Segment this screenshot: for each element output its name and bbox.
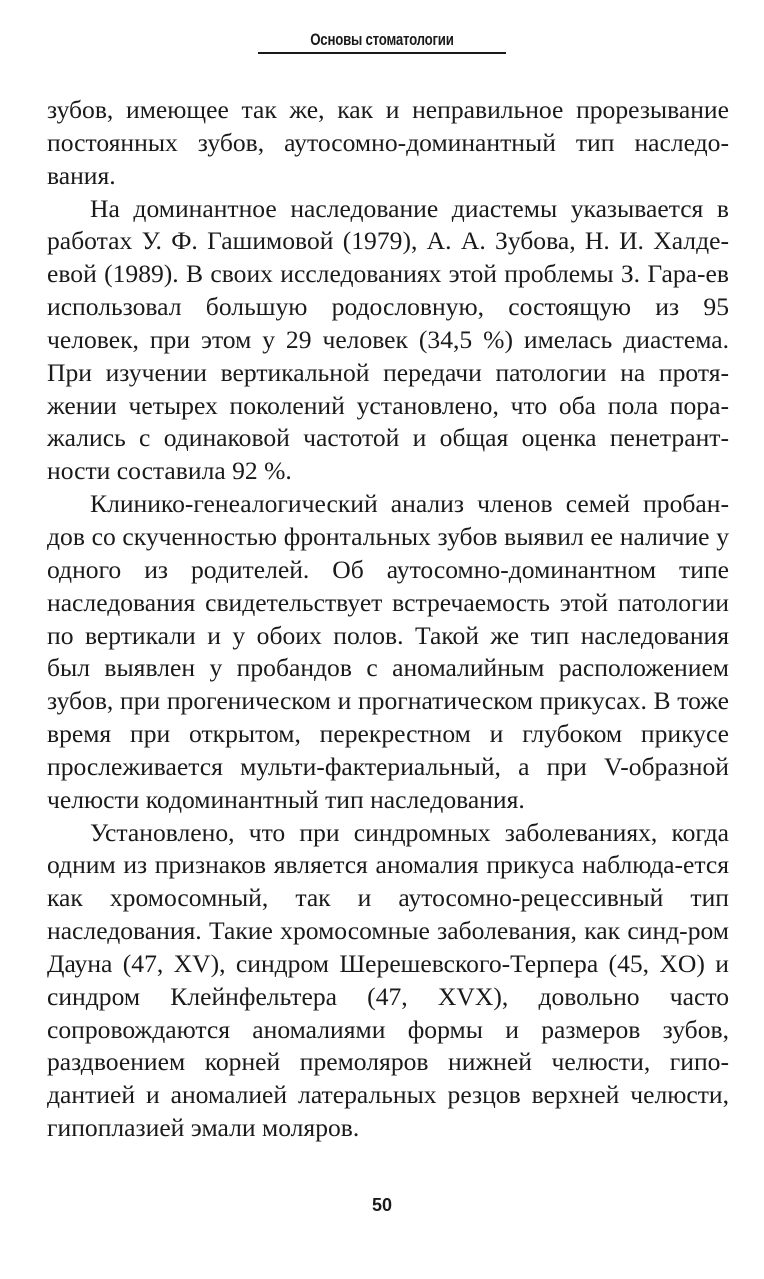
running-title: Основы стоматологии: [310, 30, 454, 49]
paragraph-continuation: зубов, имеющее так же, как и неправильное прорезывание постоянных зубов, аутосомно-доминантный тип наследо-вания.: [47, 95, 729, 190]
page-number: 50: [371, 1195, 393, 1215]
body-text: [47, 94, 729, 1145]
header-rule: [258, 52, 506, 54]
paragraph-syndromic-diseases: Установлено, что при синдромных заболеваниях, когда одним из признаков является аномалия прикуса наблюда-ется как хромосомный, так и аутосомно-рецессивный тип наследования. Такие хромосомные заболевания, как синд-ром Дауна (47, XV), синдром Шерешевского-Терпера (45, XO) и синдром Клейнфельтера (47, XVX), довольно часто сопровождаются аномалиями формы и размеров зубов, раздвоением корней премоляров нижней челюсти, гипо-дантией и аномалией латеральных резцов верхней челюсти, гипоплазией эмали моляров.: [47, 817, 729, 1143]
paragraph-diastema: На доминантное наследование диастемы указывается в работах У. Ф. Гашимовой (1979), А. А. Зубова, Н. И. Халде-евой (1989). В своих исследованиях этой проблемы З. Гара-ев использовал большую родословную, состоящую из 95 человек, при этом у 29 человек (34,5 %) имелась диастема. При изучении вертикальной передачи патологии на протя-жении четырех поколений установлено, что оба пола пора-жались с одинаковой частотой и общая оценка пенетрант-ности составила 92 %.: [47, 193, 729, 486]
running-head: [0, 30, 764, 50]
paragraph-genealogical-analysis: Клинико-генеалогический анализ членов семей пробан-дов со скученностью фронтальных зубов выявил ее наличие у одного из родителей. Об аутосомно-доминантном типе наследования свидетельствует встречаемость этой патологии по вертикали и у обоих полов. Такой же тип наследования был выявлен у пробандов с аномалийным расположением зубов, при прогеническом и прогнатическом прикусах. В тоже время при открытом, перекрестном и глубоком прикусе прослеживается мульти-фактериальный, а при V-образной челюсти кодоминантный тип наследования.: [47, 489, 729, 814]
